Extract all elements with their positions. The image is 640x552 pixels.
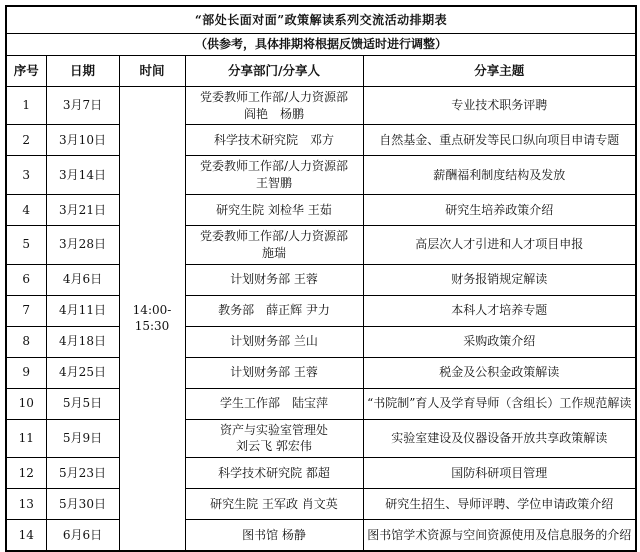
page-title: “部处长面对面”政策解读系列交流活动排期表 xyxy=(6,6,636,34)
department-speaker-cell: 科学技术研究院 邓方 xyxy=(185,125,363,156)
schedule-rows xyxy=(6,86,636,551)
table-row xyxy=(6,357,636,388)
table-row xyxy=(6,489,636,520)
schedule-table xyxy=(5,5,637,552)
department-speaker-cell: 计划财务部 王蓉 xyxy=(185,264,363,295)
department-speaker-cell: 党委教师工作部/人力资源部 阎艳 杨鹏 xyxy=(185,86,363,125)
topic-cell: 图书馆学术资源与空间资源使用及信息服务的介绍 xyxy=(363,520,636,552)
row-number-cell: 12 xyxy=(6,458,46,489)
department-speaker-cell: 资产与实验室管理处 刘云飞 郭宏伟 xyxy=(185,419,363,458)
topic-cell: 研究生招生、导师评聘、学位申请政策介绍 xyxy=(363,489,636,520)
department-speaker-cell: 计划财务部 兰山 xyxy=(185,326,363,357)
date-cell: 6月6日 xyxy=(46,520,119,552)
date-cell: 5月9日 xyxy=(46,419,119,458)
col-header-time: 时间 xyxy=(119,55,185,86)
table-row xyxy=(6,125,636,156)
col-header-date: 日期 xyxy=(46,55,119,86)
row-number-cell: 10 xyxy=(6,388,46,419)
row-number-cell: 8 xyxy=(6,326,46,357)
topic-cell: “书院制”育人及学育导师（含组长）工作规范解读 xyxy=(363,388,636,419)
row-number-cell: 5 xyxy=(6,225,46,264)
topic-cell: 薪酬福利制度结构及发放 xyxy=(363,156,636,195)
topic-cell: 实验室建设及仪器设备开放共享政策解读 xyxy=(363,419,636,458)
row-number-cell: 13 xyxy=(6,489,46,520)
row-number-cell: 11 xyxy=(6,419,46,458)
department-speaker-cell: 党委教师工作部/人力资源部 施瑞 xyxy=(185,225,363,264)
table-row xyxy=(6,419,636,458)
table-row xyxy=(6,458,636,489)
date-cell: 4月6日 xyxy=(46,264,119,295)
department-speaker-cell: 学生工作部 陆宝萍 xyxy=(185,388,363,419)
row-number-cell: 2 xyxy=(6,125,46,156)
date-cell: 3月14日 xyxy=(46,156,119,195)
row-number-cell: 1 xyxy=(6,86,46,125)
table-row xyxy=(6,264,636,295)
row-number-cell: 3 xyxy=(6,156,46,195)
table-row xyxy=(6,520,636,552)
topic-cell: 高层次人才引进和人才项目申报 xyxy=(363,225,636,264)
department-speaker-cell: 科学技术研究院 都超 xyxy=(185,458,363,489)
date-cell: 3月21日 xyxy=(46,194,119,225)
table-row xyxy=(6,156,636,195)
topic-cell: 研究生培养政策介绍 xyxy=(363,194,636,225)
subtitle-row xyxy=(6,34,636,56)
topic-cell: 财务报销规定解读 xyxy=(363,264,636,295)
department-speaker-cell: 研究生院 刘检华 王茹 xyxy=(185,194,363,225)
department-speaker-cell: 教务部 薛正辉 尹力 xyxy=(185,295,363,326)
table-row xyxy=(6,326,636,357)
date-cell: 5月23日 xyxy=(46,458,119,489)
time-merged-cell: 14:00-15:30 xyxy=(119,86,185,551)
department-speaker-cell: 党委教师工作部/人力资源部 王智鹏 xyxy=(185,156,363,195)
table-row xyxy=(6,295,636,326)
topic-cell: 税金及公积金政策解读 xyxy=(363,357,636,388)
col-header-department: 分享部门/分享人 xyxy=(185,55,363,86)
row-number-cell: 9 xyxy=(6,357,46,388)
topic-cell: 自然基金、重点研发等民口纵向项目申请专题 xyxy=(363,125,636,156)
date-cell: 3月7日 xyxy=(46,86,119,125)
topic-cell: 采购政策介绍 xyxy=(363,326,636,357)
topic-cell: 本科人才培养专题 xyxy=(363,295,636,326)
date-cell: 4月18日 xyxy=(46,326,119,357)
date-cell: 3月28日 xyxy=(46,225,119,264)
date-cell: 4月11日 xyxy=(46,295,119,326)
row-number-cell: 6 xyxy=(6,264,46,295)
date-cell: 3月10日 xyxy=(46,125,119,156)
date-cell: 5月30日 xyxy=(46,489,119,520)
page-subtitle: （供参考，具体排期将根据反馈适时进行调整） xyxy=(6,34,636,56)
department-speaker-cell: 研究生院 王军政 肖文英 xyxy=(185,489,363,520)
row-number-cell: 14 xyxy=(6,520,46,552)
department-speaker-cell: 图书馆 杨静 xyxy=(185,520,363,552)
col-header-topic: 分享主题 xyxy=(363,55,636,86)
row-number-cell: 7 xyxy=(6,295,46,326)
department-speaker-cell: 计划财务部 王蓉 xyxy=(185,357,363,388)
topic-cell: 国防科研项目管理 xyxy=(363,458,636,489)
topic-cell: 专业技术职务评聘 xyxy=(363,86,636,125)
col-header-number: 序号 xyxy=(6,55,46,86)
date-cell: 5月5日 xyxy=(46,388,119,419)
column-header-row xyxy=(6,55,636,86)
table-row xyxy=(6,225,636,264)
title-row xyxy=(6,6,636,34)
table-row xyxy=(6,86,636,125)
date-cell: 4月25日 xyxy=(46,357,119,388)
table-row xyxy=(6,388,636,419)
row-number-cell: 4 xyxy=(6,194,46,225)
table-row xyxy=(6,194,636,225)
